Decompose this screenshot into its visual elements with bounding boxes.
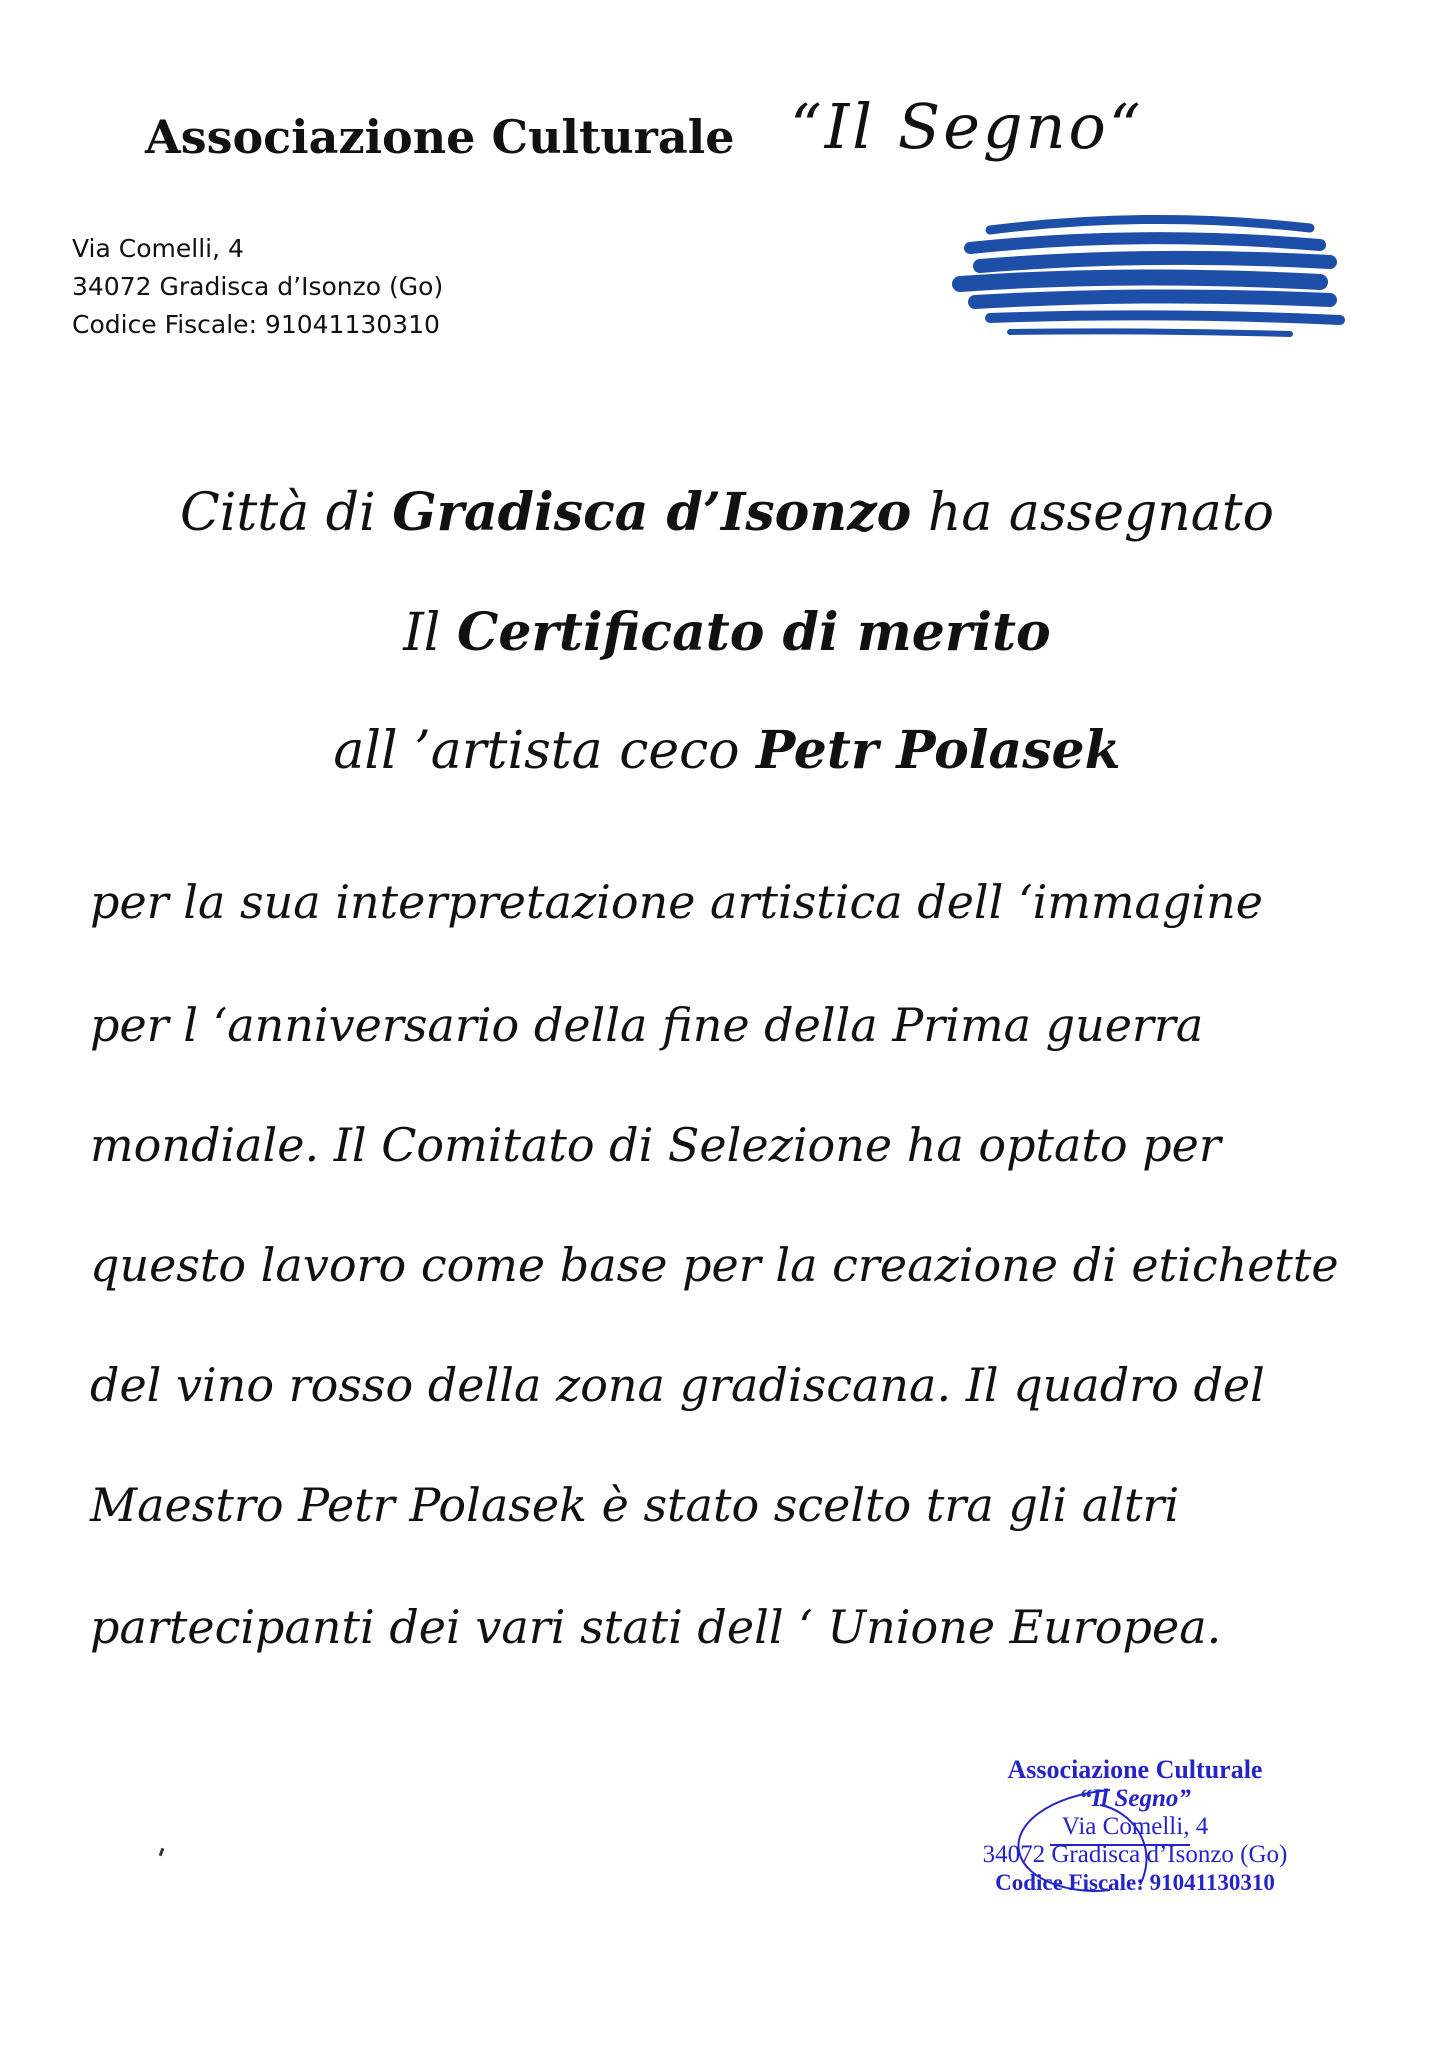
stamp-fiscal-code: Codice Fiscale: 91041130310 <box>995 1870 1275 1895</box>
handwritten-signature <box>950 200 1350 350</box>
text-line-5: per l ‘anniversario della fine della Prima guerra <box>90 998 1204 1052</box>
text-line-6: mondiale. Il Comitato di Selezione ha optato per <box>90 1118 1221 1172</box>
text-line-10: partecipanti dei vari stati dell ‘ Unione Europea. <box>90 1600 1222 1654</box>
address-city: 34072 Gradisca d’Isonzo (Go) <box>72 272 444 301</box>
text-line-9: Maestro Petr Polasek è stato scelto tra gli altri <box>90 1478 1180 1532</box>
association-name: “Il Segno“ <box>790 90 1144 163</box>
association-stamp <box>950 1755 1320 1925</box>
text-line-4: per la sua interpretazione artistica dell ‘immagine <box>90 875 1263 929</box>
text-line-7: questo lavoro come base per la creazione di etichette <box>90 1238 1339 1292</box>
text-line-2: Il Certificato di merito <box>403 602 1051 663</box>
stamp-signature-icon <box>990 1785 1220 1905</box>
address-street: Via Comelli, 4 <box>72 234 244 263</box>
text-line-8: del vino rosso della zona gradiscana. Il quadro del <box>90 1358 1265 1412</box>
text-line-3: all ’artista ceco Petr Polasek <box>333 720 1121 781</box>
association-title: Associazione Culturale <box>145 110 735 164</box>
stamp-street: Via Comelli, 4 <box>1061 1813 1209 1840</box>
stamp-title: Associazione Culturale <box>1007 1755 1263 1784</box>
stamp-name: “Il Segno” <box>1079 1785 1191 1812</box>
stamp-city: 34072 Gradisca d’Isonzo (Go) <box>982 1841 1288 1868</box>
text-line-1: Città di Gradisca d’Isonzo ha assegnato <box>179 482 1274 543</box>
address-fiscal-code: Codice Fiscale: 91041130310 <box>72 310 440 339</box>
ink-dot <box>159 1848 165 1857</box>
address-block <box>72 230 443 344</box>
